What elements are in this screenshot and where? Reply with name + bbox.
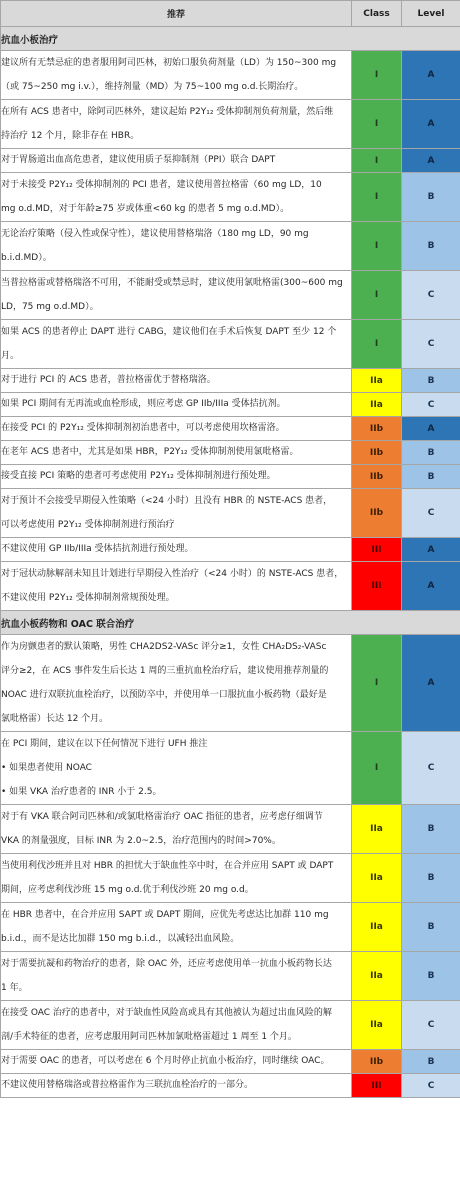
recommendation-line: 如果 PCI 期间有无再流或血栓形成，则应考虑 GP IIb/IIIa 受体拮抗剂。 <box>1 399 286 409</box>
table-row <box>1 393 460 417</box>
table-row <box>1 538 460 562</box>
table-row <box>1 1001 460 1050</box>
table-row <box>1 1050 460 1074</box>
level-cell: B <box>402 222 460 271</box>
recommendation-text <box>1 854 352 903</box>
table-row <box>1 952 460 1001</box>
header-recommendation: 推荐 <box>1 1 352 27</box>
class-cell: I <box>352 100 402 149</box>
class-cell: I <box>352 51 402 100</box>
level-cell: B <box>402 173 460 222</box>
class-cell: I <box>352 635 402 732</box>
class-cell: IIb <box>352 489 402 538</box>
level-cell: C <box>402 393 460 417</box>
class-cell: I <box>352 222 402 271</box>
recommendation-text <box>1 100 352 149</box>
recommendation-line: 不建议使用替格瑞洛或普拉格雷作为三联抗血栓治疗的一部分。 <box>1 1080 254 1090</box>
table-row <box>1 805 460 854</box>
recommendation-line: 建议所有无禁忌症的患者服用阿司匹林，初始口服负荷剂量（LD）为 150~300 mg <box>1 58 337 68</box>
class-cell: I <box>352 149 402 173</box>
level-cell: C <box>402 271 460 320</box>
recommendation-text <box>1 465 352 489</box>
level-cell: B <box>402 903 460 952</box>
recommendation-line: 对于未接受 P2Y₁₂ 受体抑制剂的 PCI 患者，建议使用普拉格雷（60 mg LD，10 <box>1 180 322 190</box>
recommendation-line: 对于冠状动脉解剖未知且计划进行早期侵入性治疗（<24 小时）的 NSTE-ACS 患者， <box>1 569 344 579</box>
recommendation-line: 评分≥2，在 ACS 事件发生后长达 1 周的三重抗血栓治疗后，建议使用推荐剂量的 <box>1 666 329 676</box>
recommendation-line: 当使用利伐沙班并且对 HBR 的担忧大于缺血性卒中时，在合并应用 SAPT 或 DAPT <box>1 861 334 871</box>
recommendation-line: 作为房颤患者的默认策略，男性 CHA2DS2-VASc 评分≥1，女性 CHA₂DS₂-VASc <box>1 642 327 652</box>
level-cell: C <box>402 732 460 805</box>
table-row <box>1 271 460 320</box>
recommendation-text <box>1 635 352 732</box>
table-row <box>1 854 460 903</box>
level-cell: A <box>402 538 460 562</box>
level-cell: C <box>402 489 460 538</box>
recommendation-text <box>1 1074 352 1098</box>
recommendation-text <box>1 538 352 562</box>
table-row <box>1 51 460 100</box>
recommendation-line: LD，75 mg o.d.MD）。 <box>1 302 99 312</box>
recommendation-text <box>1 903 352 952</box>
table-header-row <box>1 1 460 27</box>
table-row <box>1 489 460 538</box>
recommendation-text <box>1 732 352 805</box>
class-cell: IIa <box>352 854 402 903</box>
section-title: 抗血小板药物和 OAC 联合治疗 <box>1 611 460 635</box>
table-row <box>1 732 460 805</box>
recommendation-text <box>1 489 352 538</box>
section-header-row <box>1 27 460 51</box>
level-cell: A <box>402 100 460 149</box>
level-cell: B <box>402 854 460 903</box>
recommendation-line: 对于需要抗凝和药物治疗的患者，除 OAC 外，还应考虑使用单一抗血小板药物长达 <box>1 959 332 969</box>
recommendation-line: • 如果 VKA 治疗患者的 INR 小于 2.5。 <box>1 787 162 797</box>
recommendation-line: b.i.d.，而不是达比加群 150 mg b.i.d.，以减轻出血风险。 <box>1 934 240 944</box>
table-row <box>1 1074 460 1098</box>
recommendation-text <box>1 805 352 854</box>
level-cell: B <box>402 1050 460 1074</box>
class-cell: IIb <box>352 465 402 489</box>
header-class: Class <box>352 1 402 27</box>
section-title: 抗血小板治疗 <box>1 27 460 51</box>
class-cell: IIb <box>352 441 402 465</box>
level-cell: B <box>402 805 460 854</box>
table-row <box>1 465 460 489</box>
table-row <box>1 417 460 441</box>
table-row <box>1 100 460 149</box>
class-cell: IIa <box>352 1001 402 1050</box>
class-cell: IIb <box>352 417 402 441</box>
recommendation-line: 对于需要 OAC 的患者，可以考虑在 6 个月时停止抗血小板治疗，同时继续 OAC。 <box>1 1056 330 1066</box>
table-row <box>1 635 460 732</box>
recommendation-line: • 如果患者使用 NOAC <box>1 763 92 773</box>
class-cell: III <box>352 1074 402 1098</box>
level-cell: A <box>402 417 460 441</box>
class-cell: III <box>352 538 402 562</box>
class-cell: III <box>352 562 402 611</box>
recommendation-text <box>1 320 352 369</box>
recommendation-line: 剖/手术特征的患者，应考虑服用阿司匹林加氯吡格雷超过 1 周至 1 个月。 <box>1 1032 297 1042</box>
section-header-row <box>1 611 460 635</box>
level-cell: C <box>402 1001 460 1050</box>
recommendation-line: 无论治疗策略（侵入性或保守性），建议使用替格瑞洛（180 mg LD，90 mg <box>1 229 309 239</box>
class-cell: I <box>352 271 402 320</box>
recommendation-line: 对于预计不会接受早期侵入性策略（<24 小时）且没有 HBR 的 NSTE-ACS 患者， <box>1 496 333 506</box>
recommendation-line: 在所有 ACS 患者中，除阿司匹林外，建议起始 P2Y₁₂ 受体抑制剂负荷剂量，然后维 <box>1 107 334 117</box>
level-cell: B <box>402 465 460 489</box>
recommendation-text <box>1 952 352 1001</box>
recommendation-text <box>1 271 352 320</box>
recommendation-line: 当普拉格雷或替格瑞洛不可用，不能耐受或禁忌时，建议使用氯吡格雷(300~600 mg <box>1 278 343 288</box>
class-cell: IIa <box>352 393 402 417</box>
recommendation-text <box>1 562 352 611</box>
recommendation-line: b.i.d.MD）。 <box>1 253 52 263</box>
level-cell: A <box>402 51 460 100</box>
level-cell: B <box>402 441 460 465</box>
class-cell: IIa <box>352 369 402 393</box>
recommendation-line: （或 75~250 mg i.v.），维持剂量（MD）为 75~100 mg o.d.长期治疗。 <box>1 82 304 92</box>
table-row <box>1 441 460 465</box>
class-cell: IIa <box>352 952 402 1001</box>
recommendation-line: 对于有 VKA 联合阿司匹林和/或氯吡格雷治疗 OAC 指征的患者，应考虑仔细调节 <box>1 812 323 822</box>
recommendation-line: 在接受 PCI 的 P2Y₁₂ 受体抑制剂初治患者中，可以考虑使用坎格雷洛。 <box>1 423 285 433</box>
recommendation-text <box>1 1001 352 1050</box>
table-row <box>1 562 460 611</box>
level-cell: A <box>402 149 460 173</box>
level-cell: B <box>402 952 460 1001</box>
recommendation-text <box>1 417 352 441</box>
recommendation-text <box>1 393 352 417</box>
class-cell: IIa <box>352 903 402 952</box>
class-cell: I <box>352 320 402 369</box>
level-cell: C <box>402 1074 460 1098</box>
level-cell: B <box>402 369 460 393</box>
recommendation-line: 可以考虑使用 P2Y₁₂ 受体抑制剂进行预治疗 <box>1 520 175 530</box>
recommendation-text <box>1 369 352 393</box>
table-row <box>1 320 460 369</box>
table-row <box>1 369 460 393</box>
class-cell: I <box>352 173 402 222</box>
header-level: Level <box>402 1 460 27</box>
recommendation-line: mg o.d.MD，对于年龄≥75 岁或体重<60 kg 的患者 5 mg o.d.MD）。 <box>1 204 290 214</box>
level-cell: A <box>402 562 460 611</box>
recommendation-line: 氯吡格雷）长达 12 个月。 <box>1 714 109 724</box>
recommendation-line: 在老年 ACS 患者中，尤其是如果 HBR，P2Y₁₂ 受体抑制剂使用氯吡格雷。 <box>1 447 299 457</box>
recommendation-line: 对于进行 PCI 的 ACS 患者，普拉格雷优于替格瑞洛。 <box>1 375 216 385</box>
recommendation-line: 对于胃肠道出血高危患者，建议使用质子泵抑制剂（PPI）联合 DAPT <box>1 155 276 165</box>
table-row <box>1 222 460 271</box>
recommendation-line: 在 PCI 期间，建议在以下任何情况下进行 UFH 推注 <box>1 739 208 749</box>
recommendation-text <box>1 173 352 222</box>
recommendation-line: 不建议使用 GP IIb/IIIa 受体拮抗剂进行预处理。 <box>1 544 194 554</box>
recommendation-line: VKA 的剂量强度，目标 INR 为 2.0~2.5，治疗范围内的时间>70%。 <box>1 836 281 846</box>
recommendation-line: 在接受 OAC 治疗的患者中，对于缺血性风险高或具有其他被认为超过出血风险的解 <box>1 1008 332 1018</box>
recommendation-line: 期间，应考虑利伐沙班 15 mg o.d.优于利伐沙班 20 mg o.d。 <box>1 885 254 895</box>
table-row <box>1 903 460 952</box>
level-cell: A <box>402 635 460 732</box>
class-cell: IIa <box>352 805 402 854</box>
recommendation-text <box>1 441 352 465</box>
table-body <box>1 27 460 1098</box>
recommendation-line: 在 HBR 患者中，在合并应用 SAPT 或 DAPT 期间，应优先考虑达比加群 110 mg <box>1 910 329 920</box>
table-row <box>1 149 460 173</box>
recommendation-line: 接受直接 PCI 策略的患者可考虑使用 P2Y₁₂ 受体抑制剂进行预处理。 <box>1 471 276 481</box>
recommendation-line: 如果 ACS 的患者停止 DAPT 进行 CABG，建议他们在手术后恢复 DAPT 至少 12 个 <box>1 327 337 337</box>
recommendation-line: 持治疗 12 个月，除非存在 HBR。 <box>1 131 140 141</box>
recommendation-line: 不建议使用 P2Y₁₂ 受体抑制剂常规预处理。 <box>1 593 175 603</box>
level-cell: C <box>402 320 460 369</box>
recommendation-text <box>1 149 352 173</box>
table-row <box>1 173 460 222</box>
recommendation-line: 1 年。 <box>1 983 28 993</box>
recommendation-text <box>1 51 352 100</box>
recommendation-text <box>1 1050 352 1074</box>
recommendation-text <box>1 222 352 271</box>
class-cell: I <box>352 732 402 805</box>
recommendation-line: 月。 <box>1 351 20 361</box>
recommendation-line: NOAC 进行双联抗血栓治疗，以预防卒中，并使用单一口服抗血小板药物（最好是 <box>1 690 327 700</box>
class-cell: IIb <box>352 1050 402 1074</box>
